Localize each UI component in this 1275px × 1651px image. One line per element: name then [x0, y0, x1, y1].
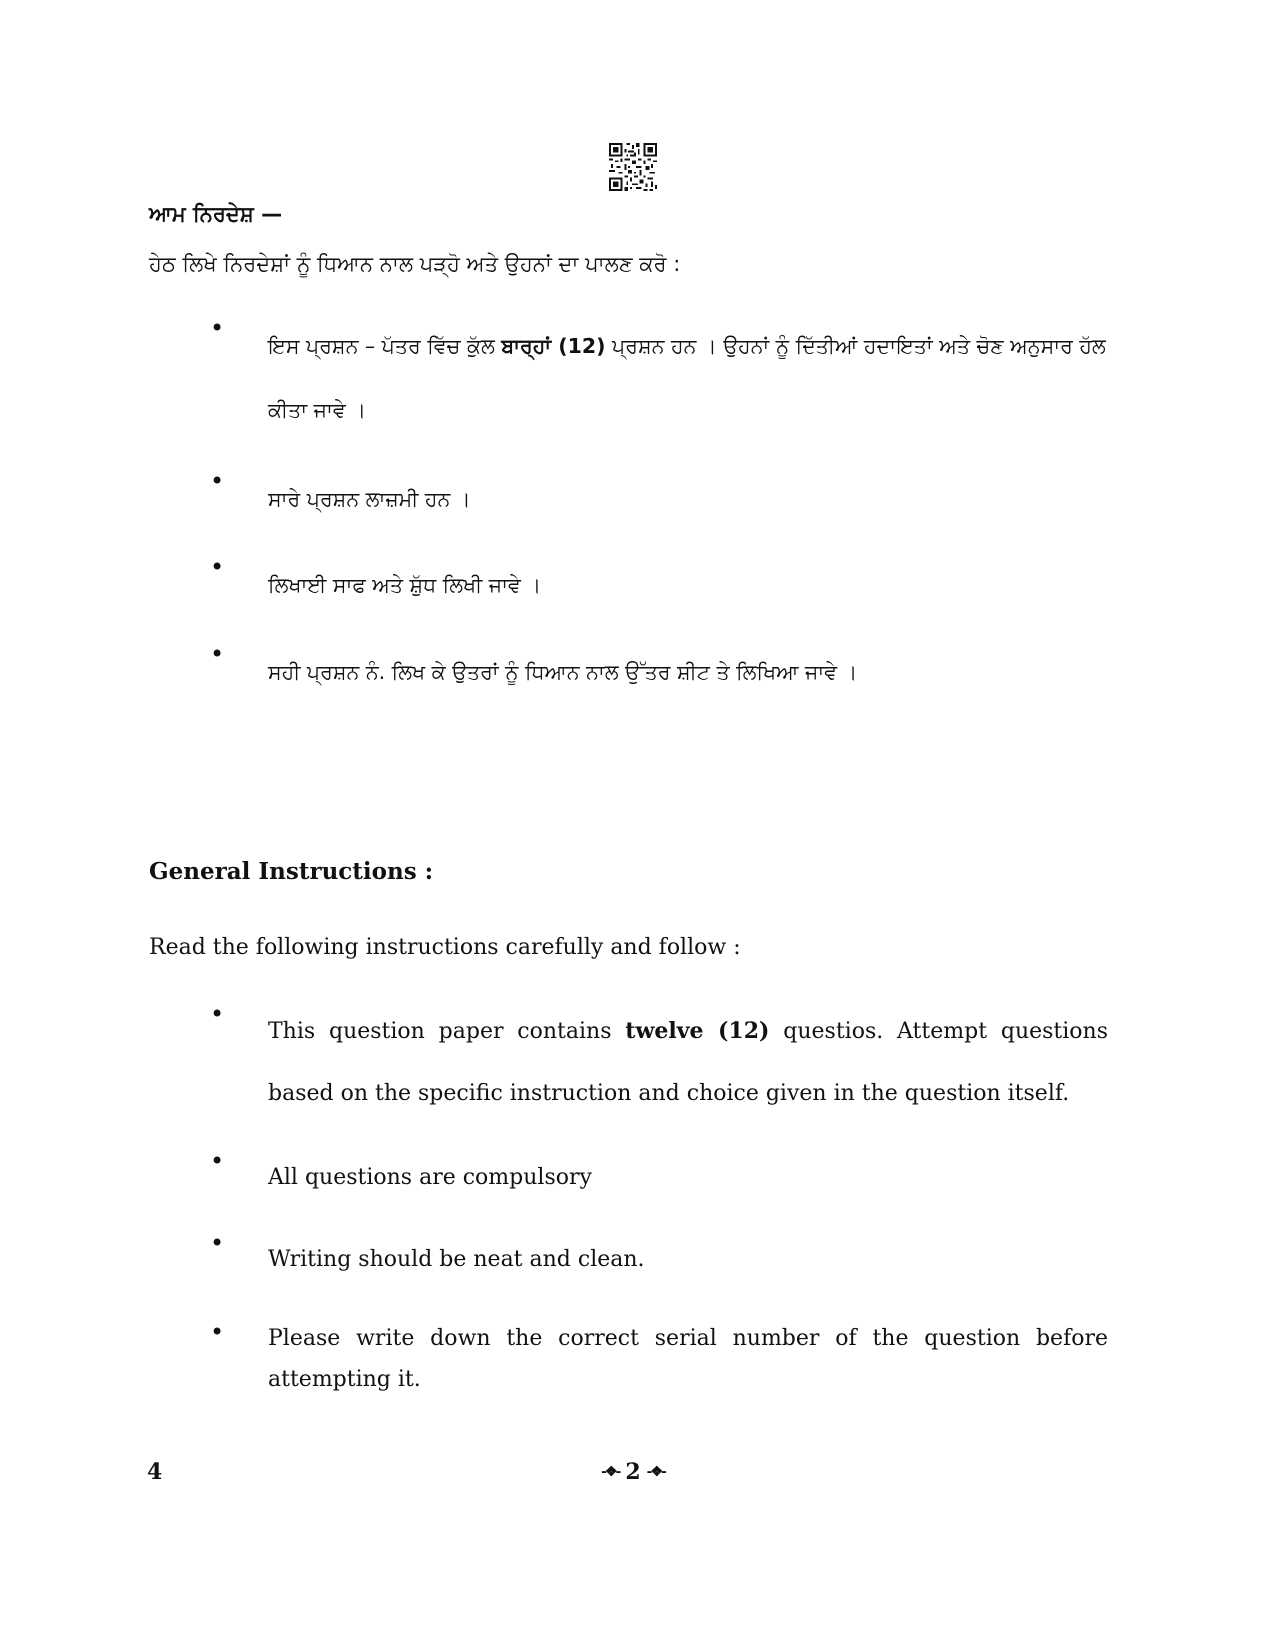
punjabi-instruction-text: ਸਹੀ ਪ੍ਰਸ਼ਨ ਨੰ. ਲਿਖ ਕੇ ਉਤਰਾਂ ਨੂੰ ਧਿਆਨ ਨਾਲ ਉੱਤਰ ਸ਼ੀਟ ਤੇ ਲਿਖਿਆ ਜਾਵੇ ।	[268, 660, 858, 684]
bullet-icon: •	[210, 553, 225, 581]
english-instruction-text: Writing should be neat and clean.	[268, 1247, 645, 1272]
bullet-icon: •	[210, 467, 225, 495]
qr-code-icon	[609, 143, 657, 191]
bullet-icon: •	[210, 1318, 225, 1346]
english-intro: Read the following instructions carefully and follow :	[149, 935, 741, 960]
page-number: 2	[625, 1459, 641, 1485]
english-question-count: twelve (12)	[625, 1018, 770, 1044]
english-instruction-text: Please write down the correct serial number of the question before attempting it.	[268, 1326, 1108, 1392]
bullet-icon: •	[210, 640, 225, 668]
ornament-right-icon: -❖-	[646, 1464, 665, 1480]
english-heading: General Instructions :	[149, 858, 434, 885]
page-number-footer	[568, 1459, 698, 1485]
bullet-icon: •	[210, 1229, 225, 1257]
punjabi-instruction-text: ਲਿਖਾਈ ਸਾਫ ਅਤੇ ਸ਼ੁੱਧ ਲਿਖੀ ਜਾਵੇ ।	[268, 573, 542, 597]
ornament-left-icon: -❖-	[601, 1464, 620, 1480]
punjabi-instruction-text: ਸਾਰੇ ਪ੍ਰਸ਼ਨ ਲਾਜ਼ਮੀ ਹਨ ।	[268, 487, 471, 511]
bullet-icon: •	[210, 1147, 225, 1175]
punjabi-intro: ਹੇਠ ਲਿਖੇ ਨਿਰਦੇਸ਼ਾਂ ਨੂੰ ਧਿਆਨ ਨਾਲ ਪੜ੍ਹੋ ਅਤੇ ਉਹਨਾਂ ਦਾ ਪਾਲਣ ਕਰੋ :	[149, 252, 681, 276]
english-instruction-text: All questions are compulsory	[268, 1165, 592, 1190]
punjabi-heading: ਆਮ ਨਿਰਦੇਸ਼ —	[149, 202, 283, 226]
punjabi-instruction-text: ਇਸ ਪ੍ਰਸ਼ਨ – ਪੱਤਰ ਵਿੱਚ ਕੁੱਲ ਬਾਰ੍ਹਾਂ (12) ਪ੍ਰਸ਼ਨ ਹਨ । ਉਹਨਾਂ ਨੂੰ ਦਿੱਤੀਆਂ ਹਦਾਇਤਾਂ ਅਤੇ ਚੋਣ ਅਨੁਸਾਰ ਹੱਲ ਕੀਤਾ ਜਾਵੇ ।	[268, 334, 1106, 422]
bullet-icon: •	[210, 1000, 225, 1028]
bullet-icon: •	[210, 314, 225, 342]
punjabi-question-count: ਬਾਰ੍ਹਾਂ (12)	[501, 334, 606, 358]
english-instruction-text: This question paper contains twelve (12) questios. Attempt questions based on the specific instruction and choice given in the question itself.	[268, 1018, 1109, 1106]
paper-code: 4	[147, 1459, 163, 1485]
